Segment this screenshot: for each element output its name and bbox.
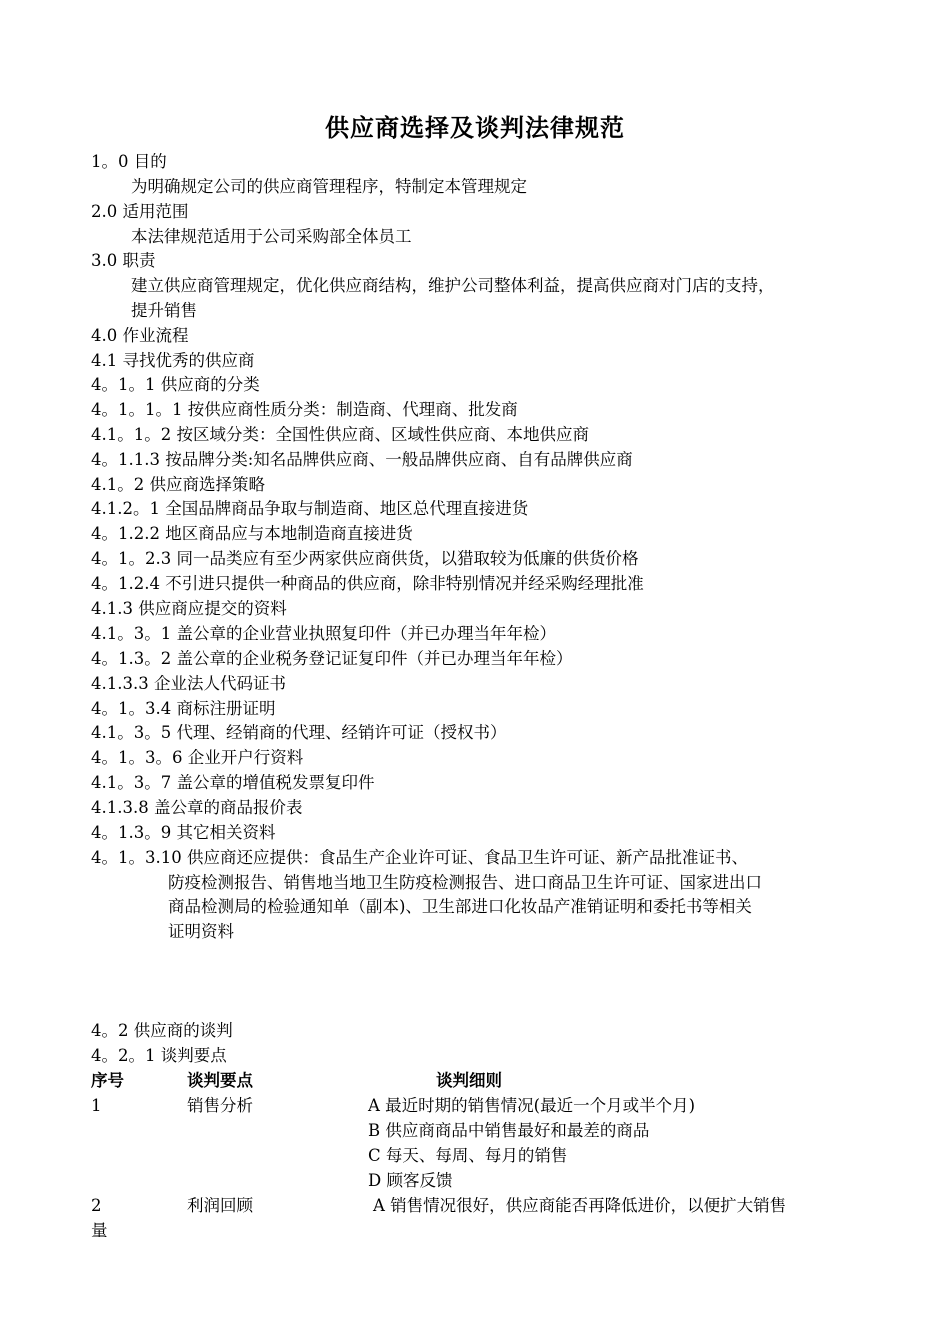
section-item: 4.1。3。1 盖公章的企业营业执照复印件（并已办理当年年检）	[91, 624, 556, 643]
section-item: 4。1。1 供应商的分类	[91, 375, 260, 394]
section-text: 本法律规范适用于公司采购部全体员工	[131, 227, 412, 246]
table-header-details: 谈判细则	[436, 1071, 502, 1090]
section-item-cont: 证明资料	[168, 922, 234, 941]
section-heading: 1。0 目的	[91, 152, 167, 171]
table-header-no: 序号	[91, 1071, 124, 1090]
section-item: 4.1。1。2 按区域分类：全国性供应商、区域性供应商、本地供应商	[91, 425, 589, 444]
section-text: 提升销售	[131, 301, 197, 320]
section-text: 为明确规定公司的供应商管理程序，特制定本管理规定	[131, 177, 527, 196]
section-heading: 4.0 作业流程	[91, 326, 189, 345]
table-cell-point: 利润回顾	[187, 1196, 253, 1215]
section-item: 4.1 寻找优秀的供应商	[91, 351, 255, 370]
section-heading: 3.0 职责	[91, 251, 156, 270]
section-item: 4。1。3。6 企业开户行资料	[91, 748, 304, 767]
section-item: 4。1.2.4 不引进只提供一种商品的供应商，除非特别情况并经采购经理批准	[91, 574, 644, 593]
table-cell-no: 1	[91, 1096, 102, 1115]
section-item: 4。1.2.2 地区商品应与本地制造商直接进货	[91, 524, 413, 543]
section-item: 4.1。2 供应商选择策略	[91, 475, 265, 494]
table-cell-detail: A 最近时期的销售情况(最近一个月或半个月)	[368, 1096, 696, 1115]
section-item: 4.1.3.8 盖公章的商品报价表	[91, 798, 303, 817]
section-heading: 2.0 适用范围	[91, 202, 189, 221]
table-cell-wrap: 量	[91, 1221, 108, 1240]
table-cell-detail: B 供应商商品中销售最好和最差的商品	[368, 1121, 650, 1140]
section-item: 4。1。3.4 商标注册证明	[91, 699, 276, 718]
table-cell-point: 销售分析	[187, 1096, 253, 1115]
table-cell-no: 2	[91, 1196, 102, 1215]
section-item-cont: 商品检测局的检验通知单（副本)、卫生部进口化妆品产准销证明和委托书等相关	[168, 897, 752, 916]
table-cell-detail: A 销售情况很好，供应商能否再降低进价，以便扩大销售	[373, 1196, 787, 1215]
section-item: 4。1.3。2 盖公章的企业税务登记证复印件（并已办理当年年检）	[91, 649, 573, 668]
section-item: 4。1.1.3 按品牌分类:知名品牌供应商、一般品牌供应商、自有品牌供应商	[91, 450, 633, 469]
section-item: 4.1。3。7 盖公章的增值税发票复印件	[91, 773, 375, 792]
section-item: 4.1.2。1 全国品牌商品争取与制造商、地区总代理直接进货	[91, 499, 529, 518]
table-header-point: 谈判要点	[187, 1071, 253, 1090]
section-item-cont: 防疫检测报告、销售地当地卫生防疫检测报告、进口商品卫生许可证、国家进出口	[168, 873, 762, 892]
section-item: 4。2。1 谈判要点	[91, 1046, 227, 1065]
section-heading: 4。2 供应商的谈判	[91, 1021, 233, 1040]
table-cell-detail: C 每天、每周、每月的销售	[368, 1146, 568, 1165]
table-cell-detail: D 顾客反馈	[368, 1171, 453, 1190]
section-item: 4。1。2.3 同一品类应有至少两家供应商供货，以猎取较为低廉的供货价格	[91, 549, 639, 568]
section-item: 4。1。1。1 按供应商性质分类：制造商、代理商、批发商	[91, 400, 518, 419]
section-item: 4.1.3.3 企业法人代码证书	[91, 674, 286, 693]
section-text: 建立供应商管理规定，优化供应商结构，维护公司整体利益，提高供应商对门店的支持，	[131, 276, 775, 295]
section-item: 4。1.3。9 其它相关资料	[91, 823, 276, 842]
section-item: 4.1。3。5 代理、经销商的代理、经销许可证（授权书）	[91, 723, 507, 742]
page-title: 供应商选择及谈判法律规范	[325, 114, 625, 142]
section-item: 4。1。3.10 供应商还应提供：食品生产企业许可证、食品卫生许可证、新产品批准证书、	[91, 848, 748, 867]
section-item: 4.1.3 供应商应提交的资料	[91, 599, 287, 618]
